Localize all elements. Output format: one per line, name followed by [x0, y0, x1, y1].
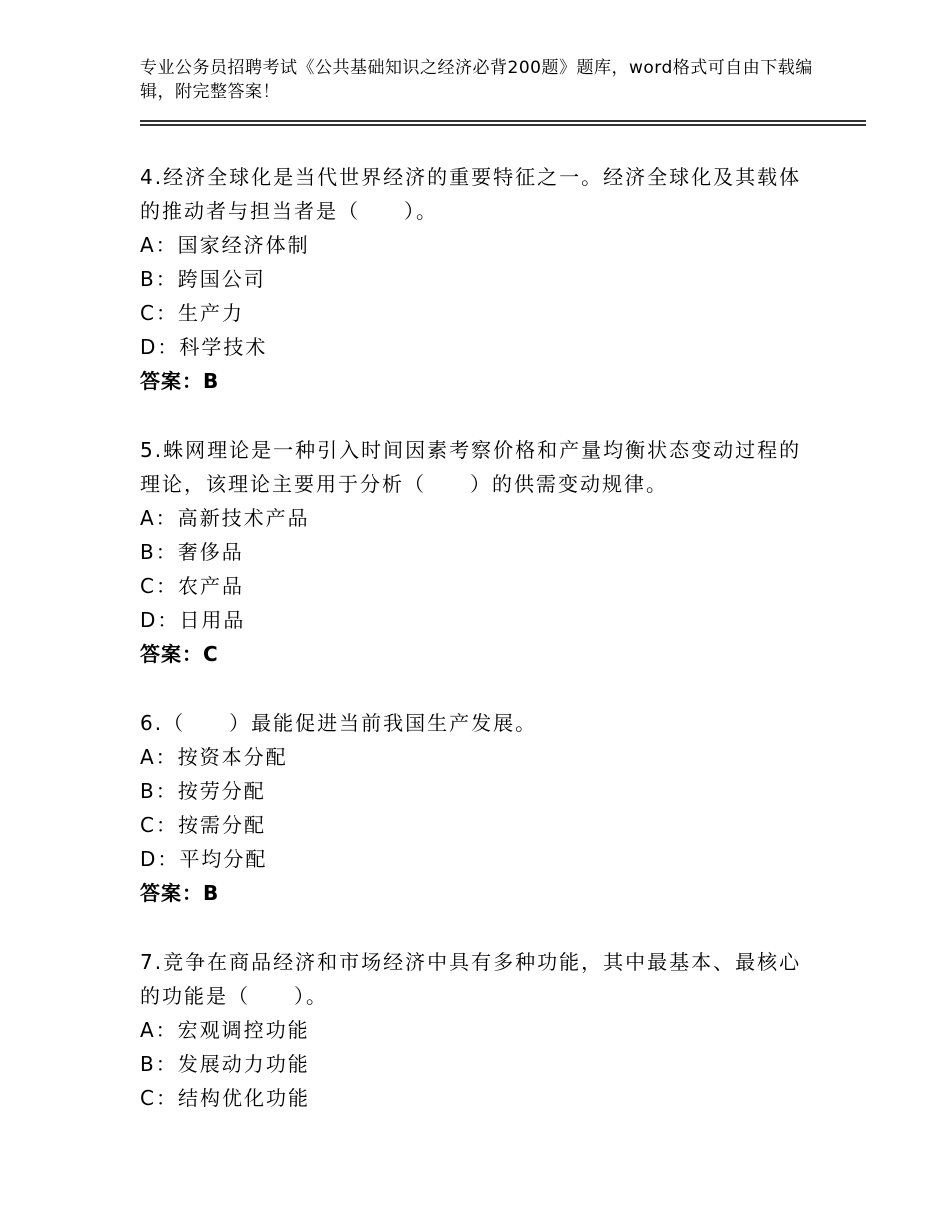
- option-d: D：日用品: [140, 608, 246, 632]
- question-stem: 4.经济全球化是当代世界经济的重要特征之一。经济全球化及其载体的推动者与担当者是（ ）。: [140, 165, 802, 223]
- option-a: A：高新技术产品: [140, 506, 310, 530]
- question-stem: 6.（ ）最能促进当前我国生产发展。: [140, 711, 538, 735]
- answer: 答案：B: [140, 369, 220, 393]
- option-c: C：农产品: [140, 574, 244, 598]
- option-b: B：发展动力功能: [140, 1052, 310, 1076]
- option-b: B：奢侈品: [140, 540, 244, 564]
- option-c: C：按需分配: [140, 813, 266, 837]
- question-5: [140, 433, 820, 671]
- header-divider: [140, 120, 866, 126]
- question-4: [140, 160, 820, 398]
- option-b: B：跨国公司: [140, 267, 266, 291]
- option-a: A：国家经济体制: [140, 233, 310, 257]
- option-d: D：平均分配: [140, 847, 268, 871]
- option-a: A：宏观调控功能: [140, 1018, 310, 1042]
- answer: 答案：C: [140, 642, 219, 666]
- document-header: 专业公务员招聘考试《公共基础知识之经济必背200题》题库，word格式可自由下载编辑，附完整答案！: [140, 58, 813, 102]
- question-stem: 5.蛛网理论是一种引入时间因素考察价格和产量均衡状态变动过程的理论，该理论主要用于分析（ ）的供需变动规律。: [140, 438, 802, 496]
- option-a: A：按资本分配: [140, 745, 288, 769]
- question-6: [140, 706, 820, 910]
- option-c: C：结构优化功能: [140, 1086, 310, 1110]
- question-7: [140, 945, 820, 1115]
- answer: 答案：B: [140, 881, 220, 905]
- option-b: B：按劳分配: [140, 779, 266, 803]
- question-stem: 7.竞争在商品经济和市场经济中具有多种功能，其中最基本、最核心的功能是（ ）。: [140, 950, 802, 1008]
- option-d: D：科学技术: [140, 335, 268, 359]
- option-c: C：生产力: [140, 301, 244, 325]
